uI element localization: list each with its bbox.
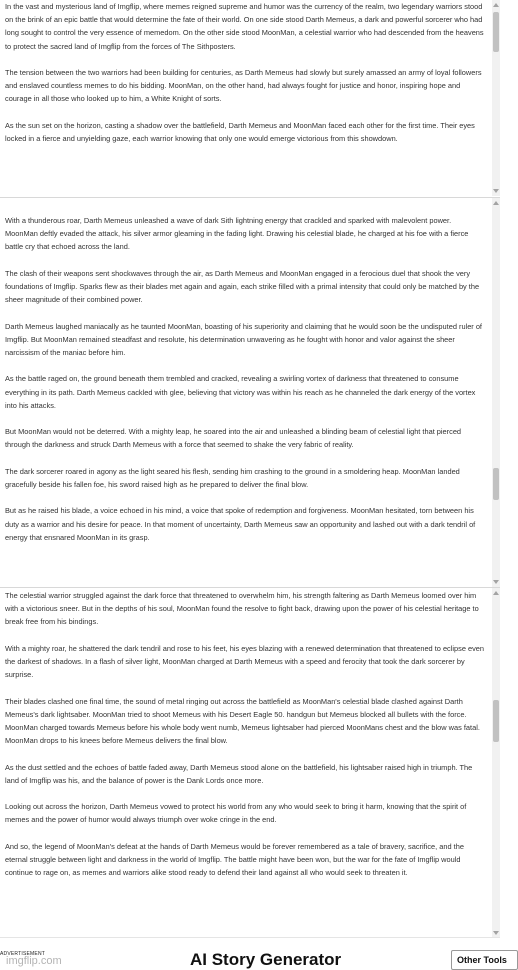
scroll-down-arrow-icon[interactable] (493, 931, 499, 935)
scrollbar[interactable] (492, 0, 500, 196)
page-title: AI Story Generator (190, 950, 342, 969)
story-text (5, 214, 486, 557)
scroll-down-arrow-icon[interactable] (493, 580, 499, 584)
story-paragraph: The clash of their weapons sent shockwaves through the air, as Darth Memeus and MoonMan engaged in a ferocious duel that shook the very foundations of Imgflip. Sparks flew as their blades met again and again, each strike filled with a primal intensity that could only be matched by the sheer magnitude of their combined power. (5, 268, 480, 305)
story-text (5, 589, 486, 893)
story-textarea-segment-1[interactable] (0, 0, 500, 196)
scrollbar-thumb[interactable] (493, 12, 499, 52)
story-paragraph: But as he raised his blade, a voice echoed in his mind, a voice that spoke of redemption and forgiveness. MoonMan hesitated, torn between his duty as a warrior and his desire for peace. In that moment of uncertainty, Darth Memeus saw an opportunity and lashed out with a dark tendril of energy that ensnared MoonMan in its grasp. (5, 506, 476, 542)
story-paragraph: And so, the legend of MoonMan's defeat at the hands of Darth Memeus would be forever remembered as a tale of bravery, sacrifice, and the eternal struggle between light and darkness in the world of Imgflip. The battle might have been won, but the war for the fate of Imgflip would continue to rage on, as memes and warriors alike stood ready to defend their land against all who would seek to threaten it. (5, 841, 464, 878)
scroll-up-arrow-icon[interactable] (493, 201, 499, 205)
story-paragraph: Darth Memeus laughed maniacally as he taunted MoonMan, boasting of his superiority and claiming that he would soon be the undisputed ruler of Imgflip. But MoonMan remained steadfast and resolute, his determination unwavering as he fought with honor and valor against the sheer narcissism of the maniac before him. (5, 321, 482, 357)
site-header-bar (0, 937, 507, 969)
story-paragraph: As the dust settled and the echoes of battle faded away, Darth Memeus stood alone on the battlefield, his lightsaber raised high in triumph. The land of Imgflip was his, and the balance of power is the Dank Lords once more. (5, 762, 473, 785)
story-paragraph: Their blades clashed one final time, the sound of metal ringing out across the battlefield as MoonMan's celestial blade clashed against Darth Memeus's dark lightsaber. MoonMan tried to shoot Memeus with his Desert Eagle 50. handgun but Memeus blocked all bullets with the force. MoonMan charged towards Memeus before his whole body went numb, Memeus lightsaber had pierced MoonMans chest and the blow was fatal. MoonMan drops to his knees before Memeus delivers the final blow. (5, 696, 480, 746)
scrollbar-thumb[interactable] (493, 700, 499, 742)
scrollbar[interactable] (492, 198, 500, 587)
story-paragraph: In the vast and mysterious land of Imgflip, where memes reigned supreme and humor was the currency of the realm, two legendary warriors stood on the brink of an epic battle that would determine the fate of their world. On one side stood Darth Memeus, a dark and powerful sorcerer who had long sought to control the very essence of memedom. On the other side stood MoonMan, a celestial warrior who had descended from the heavens to protect the sacred land of Imgflip from the forces of The Sithposters. (5, 2, 484, 51)
advertisement-label: ADVERTISEMENT (0, 951, 46, 957)
scroll-up-arrow-icon[interactable] (493, 591, 499, 595)
story-paragraph: With a mighty roar, he shattered the dark tendril and rose to his feet, his eyes blazing with a renewed determination that threatened to eclipse even the darkest of shadows. In a flash of silver light, MoonMan charged at Darth Memeus with a speed and ferocity that took the dark sorcerer by surprise. (5, 643, 485, 680)
story-paragraph: With a thunderous roar, Darth Memeus unleashed a wave of dark Sith lightning energy that crackled and sparked with malevolent power. MoonMan deftly evaded the attack, his silver armor gleaming in the fading light. Drawing his celestial blade, he charged at his foe with a fierce battle cry that echoed across the land. (5, 216, 469, 252)
scrollbar-thumb[interactable] (493, 468, 499, 500)
imgflip-logo[interactable]: imgflip.com (6, 955, 62, 967)
scrollbar[interactable] (492, 588, 500, 938)
story-paragraph: But MoonMan would not be deterred. With a mighty leap, he soared into the air and unleashed a blinding beam of celestial light that pierced through the darkness and struck Darth Memeus with a force that seemed to shake the very fabric of reality. (5, 427, 462, 450)
story-textarea-segment-3[interactable] (0, 587, 500, 938)
story-text (5, 0, 486, 158)
other-tools-button[interactable]: Other Tools (451, 950, 518, 970)
story-paragraph: The dark sorcerer roared in agony as the light seared his flesh, sending him crashing to the ground in a smoldering heap. MoonMan landed gracefully beside his fallen foe, his sword raised high as he prepared to deliver the final blow. (5, 466, 460, 489)
story-paragraph: As the battle raged on, the ground beneath them trembled and cracked, revealing a swirling vortex of darkness that threatened to consume everything in its path. Darth Memeus cackled with glee, believing that victory was within his reach as he channeled the dark energy of the vortex into his attacks. (5, 374, 476, 410)
scroll-down-arrow-icon[interactable] (493, 189, 499, 193)
story-paragraph: As the sun set on the horizon, casting a shadow over the battlefield, Darth Memeus and MoonMan faced each other for the first time. Their eyes locked in a fierce and unyielding gaze, each warrior knowing that only one would emerge victorious from this showdown. (5, 120, 475, 143)
story-paragraph: The tension between the two warriors had been building for centuries, as Darth Memeus had slowly but surely amassed an army of loyal followers and enslaved countless memes to do his bidding. MoonMan, on the other hand, had always fought for justice and honor, inspiring hope and courage in all those who looked up to him, a White Knight of sorts. (5, 68, 482, 104)
scroll-up-arrow-icon[interactable] (493, 3, 499, 7)
story-textarea-segment-2[interactable] (0, 197, 500, 587)
story-paragraph: Looking out across the horizon, Darth Memeus vowed to protect his world from any who would seek to bring it harm, knowing that the spirit of memes and the power of humor would always triumph over woke cringe in the end. (5, 802, 467, 825)
story-paragraph: The celestial warrior struggled against the dark force that threatened to overwhelm him, his strength faltering as Darth Memeus loomed over him with a victorious sneer. But in the depths of his soul, MoonMan found the resolve to fight back, drawing upon the power of his celestial heritage to break free from his bindings. (5, 591, 479, 627)
